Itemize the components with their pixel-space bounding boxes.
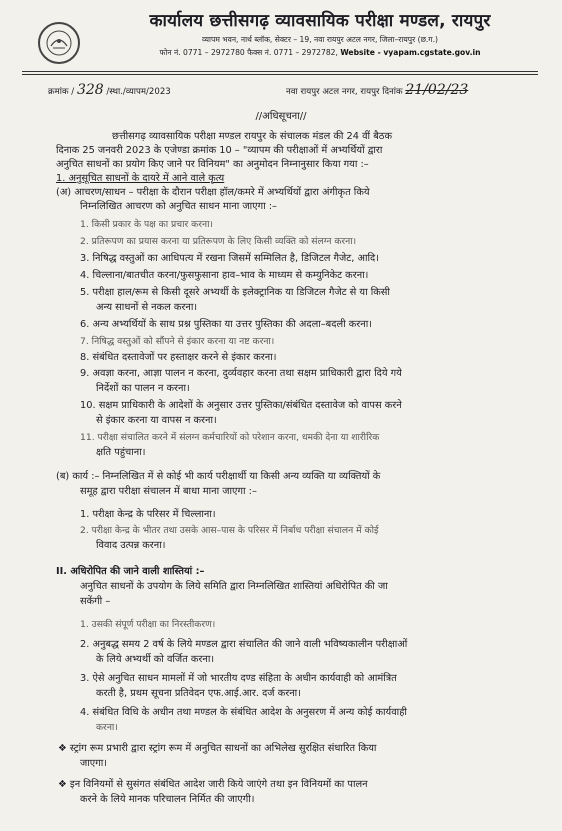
kramank: क्रमांक / 328 /स्था./व्यापम/2023: [48, 82, 171, 98]
list-item: करती है, प्रथम सूचना प्रतिवेदन एफ.आई.आर. दर्ज करना।: [96, 688, 301, 699]
list-item: 11. परीक्षा संचालित करने में संलग्न कर्मचारियों को परेशान करना, धमकी देना या शारीरिक: [80, 432, 380, 443]
list-item: अन्य साधनों से नकल करना।: [96, 302, 198, 313]
bullet-item: करने के लिये मानक परिचालन निर्मित की जाएगी।: [80, 794, 255, 805]
header-divider-thin: [22, 74, 538, 75]
list-item: क्षति पहुंचाना।: [96, 447, 146, 458]
office-title: कार्यालय छत्तीसगढ़ व्यावसायिक परीक्षा मण्डल, रायपुर: [149, 11, 491, 31]
list-item: 4. संबंधित विधि के अधीन तथा मण्डल के संबंधित आदेश के अनुसरण में अन्य कोई कार्यवाही: [80, 707, 407, 718]
list-item: निर्देशों का पालन न करना।: [96, 383, 190, 394]
section1-b-line-1: (ब) कार्य :– निम्नलिखित में से कोई भी कार्य परीक्षार्थी या किसी अन्य व्यक्ति या व्यक्तियों के: [56, 471, 381, 482]
office-address: व्यापम भवन, नार्थ ब्लॉक, सेक्टर – 19, नवा रायपुर अटल नगर, जिला–रायपुर (छ.ग.): [202, 35, 438, 44]
intro-line-2: दिनाक 25 जनवरी 2023 के एजेण्डा क्रमांक 10 – "व्यापम की परीक्षाओं में अभ्यर्थियों द्वारा: [56, 145, 383, 156]
list-item: 1. किसी प्रकार के पक्ष का प्रचार करना।: [80, 219, 213, 230]
bullet-item: जाएगा।: [80, 758, 107, 769]
vyapam-logo-icon: [38, 22, 80, 64]
list-item: करना।: [96, 722, 118, 733]
section1-a-line-2: निम्नलिखित आचरण को अनुचित साधन माना जाएगा :–: [80, 201, 277, 212]
section1-heading: 1. अनुसूचित साधनों के दायरे में आने वाले कृत्य: [56, 173, 225, 184]
office-contact: [110, 48, 530, 58]
handwritten-date: 21/02/23: [405, 82, 469, 98]
kramank-number: 328: [76, 82, 104, 98]
phone-fax: फोन नं. 0771 – 2972780 फैक्स नं. 0771 – 2972782,: [159, 48, 338, 57]
header-divider: [22, 71, 538, 72]
list-item: 10. सक्षम प्राधिकारी के आदेशों के अनुसार उत्तर पुस्तिका/संबंधित दस्तावेज को वापस करने: [80, 400, 402, 411]
section1-b-line-2: समूह द्वारा परीक्षा संचालन में बाधा माना जाएगा :–: [80, 486, 257, 497]
section2-intro-1: अनुचित साधनों के उपयोग के लिये समिति द्वारा निम्नलिखित शास्तियां अधिरोपित की जा: [80, 581, 388, 592]
list-item: 4. चिल्लाना/बातचीत करना/फुसफुसाना हाव–भाव के माध्यम से कम्युनिकेट करना।: [80, 270, 369, 281]
list-item: 1. परीक्षा केन्द्र के परिसर में चिल्लाना।: [80, 509, 216, 520]
website-link[interactable]: Website - vyapam.cgstate.gov.in: [340, 48, 481, 57]
notice-title: //अधिसूचना//: [255, 111, 307, 122]
section2-intro-2: सकेंगी –: [80, 596, 111, 607]
list-item: विवाद उत्पन्न करना।: [96, 540, 166, 551]
list-item: 5. परीक्षा हाल/रूम से किसी दूसरे अभ्यर्थी के इलेक्ट्रानिक या डिजिटल गैजेट से या किसी: [80, 287, 390, 298]
list-item: के लिये अभ्यर्थी को वर्जित करना।: [96, 654, 215, 665]
list-item: 2. प्रतिरूपण का प्रयास करना या प्रतिरूपण के लिए किसी व्यक्ति को संलग्न करना।: [80, 236, 357, 247]
section2-heading: II. अधिरोपित की जाने वाली शास्तियां :–: [56, 566, 205, 577]
list-item: 2. परीक्षा केन्द्र के भीतर तथा उसके आस–पास के परिसर में निर्बाध परीक्षा संचालन में कोई: [80, 525, 379, 536]
intro-line-3: अनुचित साधनों का प्रयोग किए जाने पर विनियम" का अनुमोदन निम्नानुसार किया गया :–: [56, 159, 369, 170]
bullet-item: ❖ इन विनियमों से सुसंगत संबंधित आदेश जारी किये जाएंगे तथा इन विनियमों का पालन: [58, 779, 368, 790]
list-item: 2. अनुबद्ध समय 2 वर्ष के लिये मण्डल द्वारा संचालित की जाने वाली भविष्यकालीन परीक्षाओं: [80, 639, 408, 650]
intro-line-1: छत्तीसगढ़ व्यावसायिक परीक्षा मण्डल रायपुर के संचालक मंडल की 24 वीं बैठक: [112, 131, 393, 142]
list-item: 6. अन्य अभ्यर्थियों के साथ प्रश्न पुस्तिका या उत्तर पुस्तिका की अदला–बदली करना।: [80, 319, 372, 330]
bullet-item: ❖ स्ट्रांग रूम प्रभारी द्वारा स्ट्रांग रूम में अनुचित साधनों का अभिलेख सुरक्षित संधारित किया: [58, 743, 377, 754]
list-item: 3. निषिद्ध वस्तुओं का आधिपत्य में रखना जिसमें सम्मिलित है, डिजिटल गैजेट, आदि।: [80, 253, 379, 264]
place-date: नवा रायपुर अटल नगर, रायपुर दिनांक 21/02/23: [286, 82, 469, 98]
list-item: 8. संबंधित दस्तावेजों पर हस्ताक्षर करने से इंकार करना।: [80, 352, 277, 363]
list-item: 7. निषिद्ध वस्तुओं को सौंपने से इंकार करना या नष्ट करना।: [80, 336, 275, 347]
list-item: 9. अवज्ञा करना, आज्ञा पालन न करना, दुर्व्यवहार करना तथा सक्षम प्राधिकारी द्वारा दिये गये: [80, 368, 402, 379]
list-item: से इंकार करना या वापस न करना।: [96, 415, 217, 426]
letterhead: [110, 8, 530, 58]
section1-a-line-1: (अ) आचरण/साधन – परीक्षा के दौरान परीक्षा हॉल/कमरे में अभ्यर्थियों द्वारा अंगीकृत किये: [56, 187, 370, 198]
list-item: 3. ऐसे अनुचित साधन मामलों में जो भारतीय दण्ड संहिता के अधीन कार्यवाही को आमंत्रित: [80, 673, 397, 684]
list-item: 1. उसकी संपूर्ण परीक्षा का निरस्तीकरण।: [80, 619, 216, 630]
